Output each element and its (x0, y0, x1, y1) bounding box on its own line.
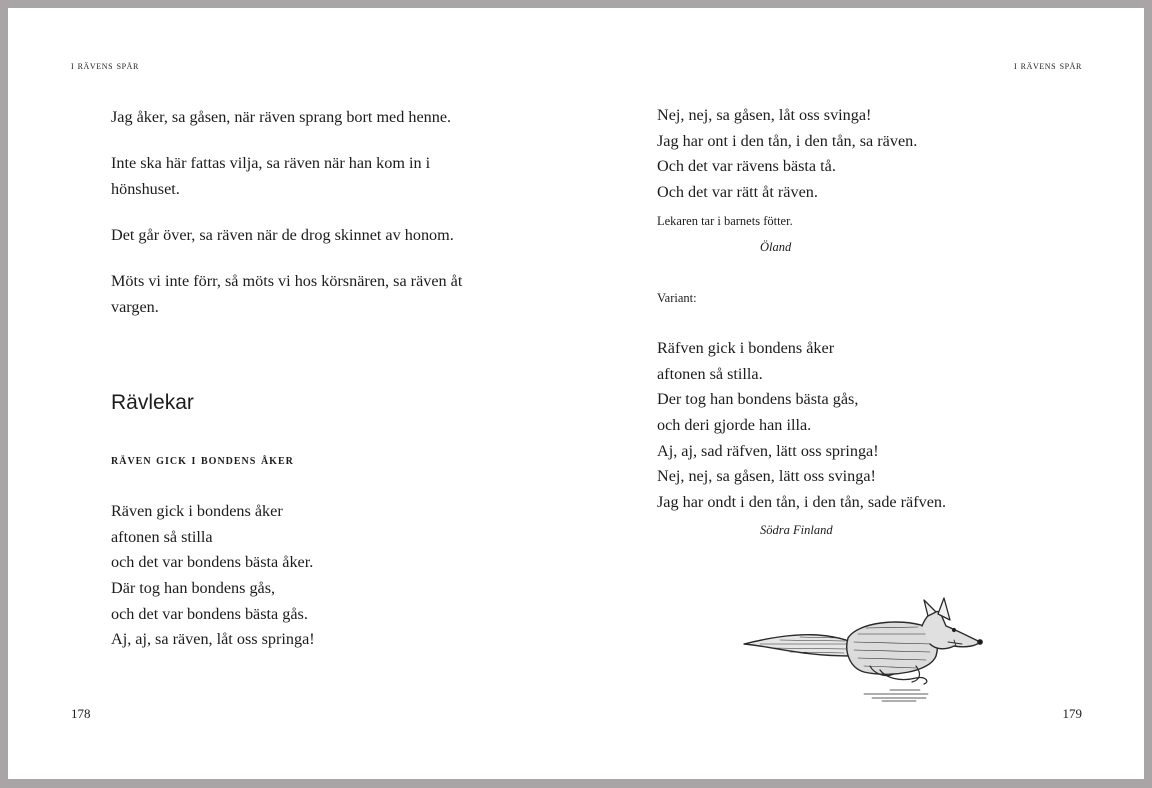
verse-line: Räfven gick i bondens åker (657, 339, 835, 357)
running-head-left: i rävens spår (71, 60, 139, 72)
verse-line: Aj, aj, sa räven, låt oss springa! (111, 630, 315, 649)
variant-label: Variant: (657, 291, 697, 305)
proverb-paragraph-2: Inte ska här fattas vilja, sa räven när han kom in i hönshuset. (111, 154, 431, 198)
verse-line: och det var bondens bästa åker. (111, 553, 314, 572)
verse-line: Aj, aj, sad räfven, lätt oss springa! (657, 441, 879, 460)
origin-sodra-finland: Södra Finland (760, 523, 833, 537)
verse-line: Der tog han bondens bästa gås, (657, 390, 859, 409)
origin-oland: Öland (760, 240, 792, 254)
proverb-paragraph-3: Det går över, sa räven när de drog skinnet av honom. (111, 226, 454, 244)
page-number-right: 179 (1062, 706, 1082, 721)
left-page (8, 8, 576, 779)
song-title: räven gick i bondens åker (111, 452, 294, 468)
verse-line: Nej, nej, sa gåsen, låt oss svinga! (657, 106, 872, 124)
verse-line: Räven gick i bondens åker (111, 502, 283, 520)
verse-line: Och det var rävens bästa tå. (657, 157, 836, 176)
variant-verse (657, 336, 946, 516)
verse-line: Jag har ont i den tån, i den tån, sa räven. (657, 131, 918, 150)
verse-line: och det var bondens bästa gås. (111, 604, 308, 623)
section-heading: Rävlekar (111, 391, 194, 414)
song-verse-continued (657, 103, 917, 206)
right-page (576, 8, 1144, 779)
verse-line: och deri gjorde han illa. (657, 416, 812, 435)
running-fox-icon (740, 586, 990, 706)
verse-line: Nej, nej, sa gåsen, lätt oss svinga! (657, 467, 876, 486)
game-instruction: Lekaren tar i barnets fötter. (657, 214, 793, 228)
proverb-paragraph-4: Möts vi inte förr, så möts vi hos körsnären, sa räven åt vargen. (111, 272, 463, 316)
verse-line: Där tog han bondens gås, (111, 579, 276, 598)
proverb-paragraph-1: Jag åker, sa gåsen, när räven sprang bort med henne. (111, 108, 452, 126)
verse-line: Jag har ondt i den tån, i den tån, sade räfven. (657, 493, 947, 512)
verse-line: aftonen så stilla (111, 527, 213, 546)
verse-line: aftonen så stilla. (657, 364, 763, 383)
book-spread (8, 8, 1144, 779)
song-verse (111, 499, 315, 653)
page-number-left: 178 (71, 706, 91, 721)
running-head-right: i rävens spår (1014, 60, 1082, 72)
verse-line: Och det var rätt åt räven. (657, 183, 818, 202)
